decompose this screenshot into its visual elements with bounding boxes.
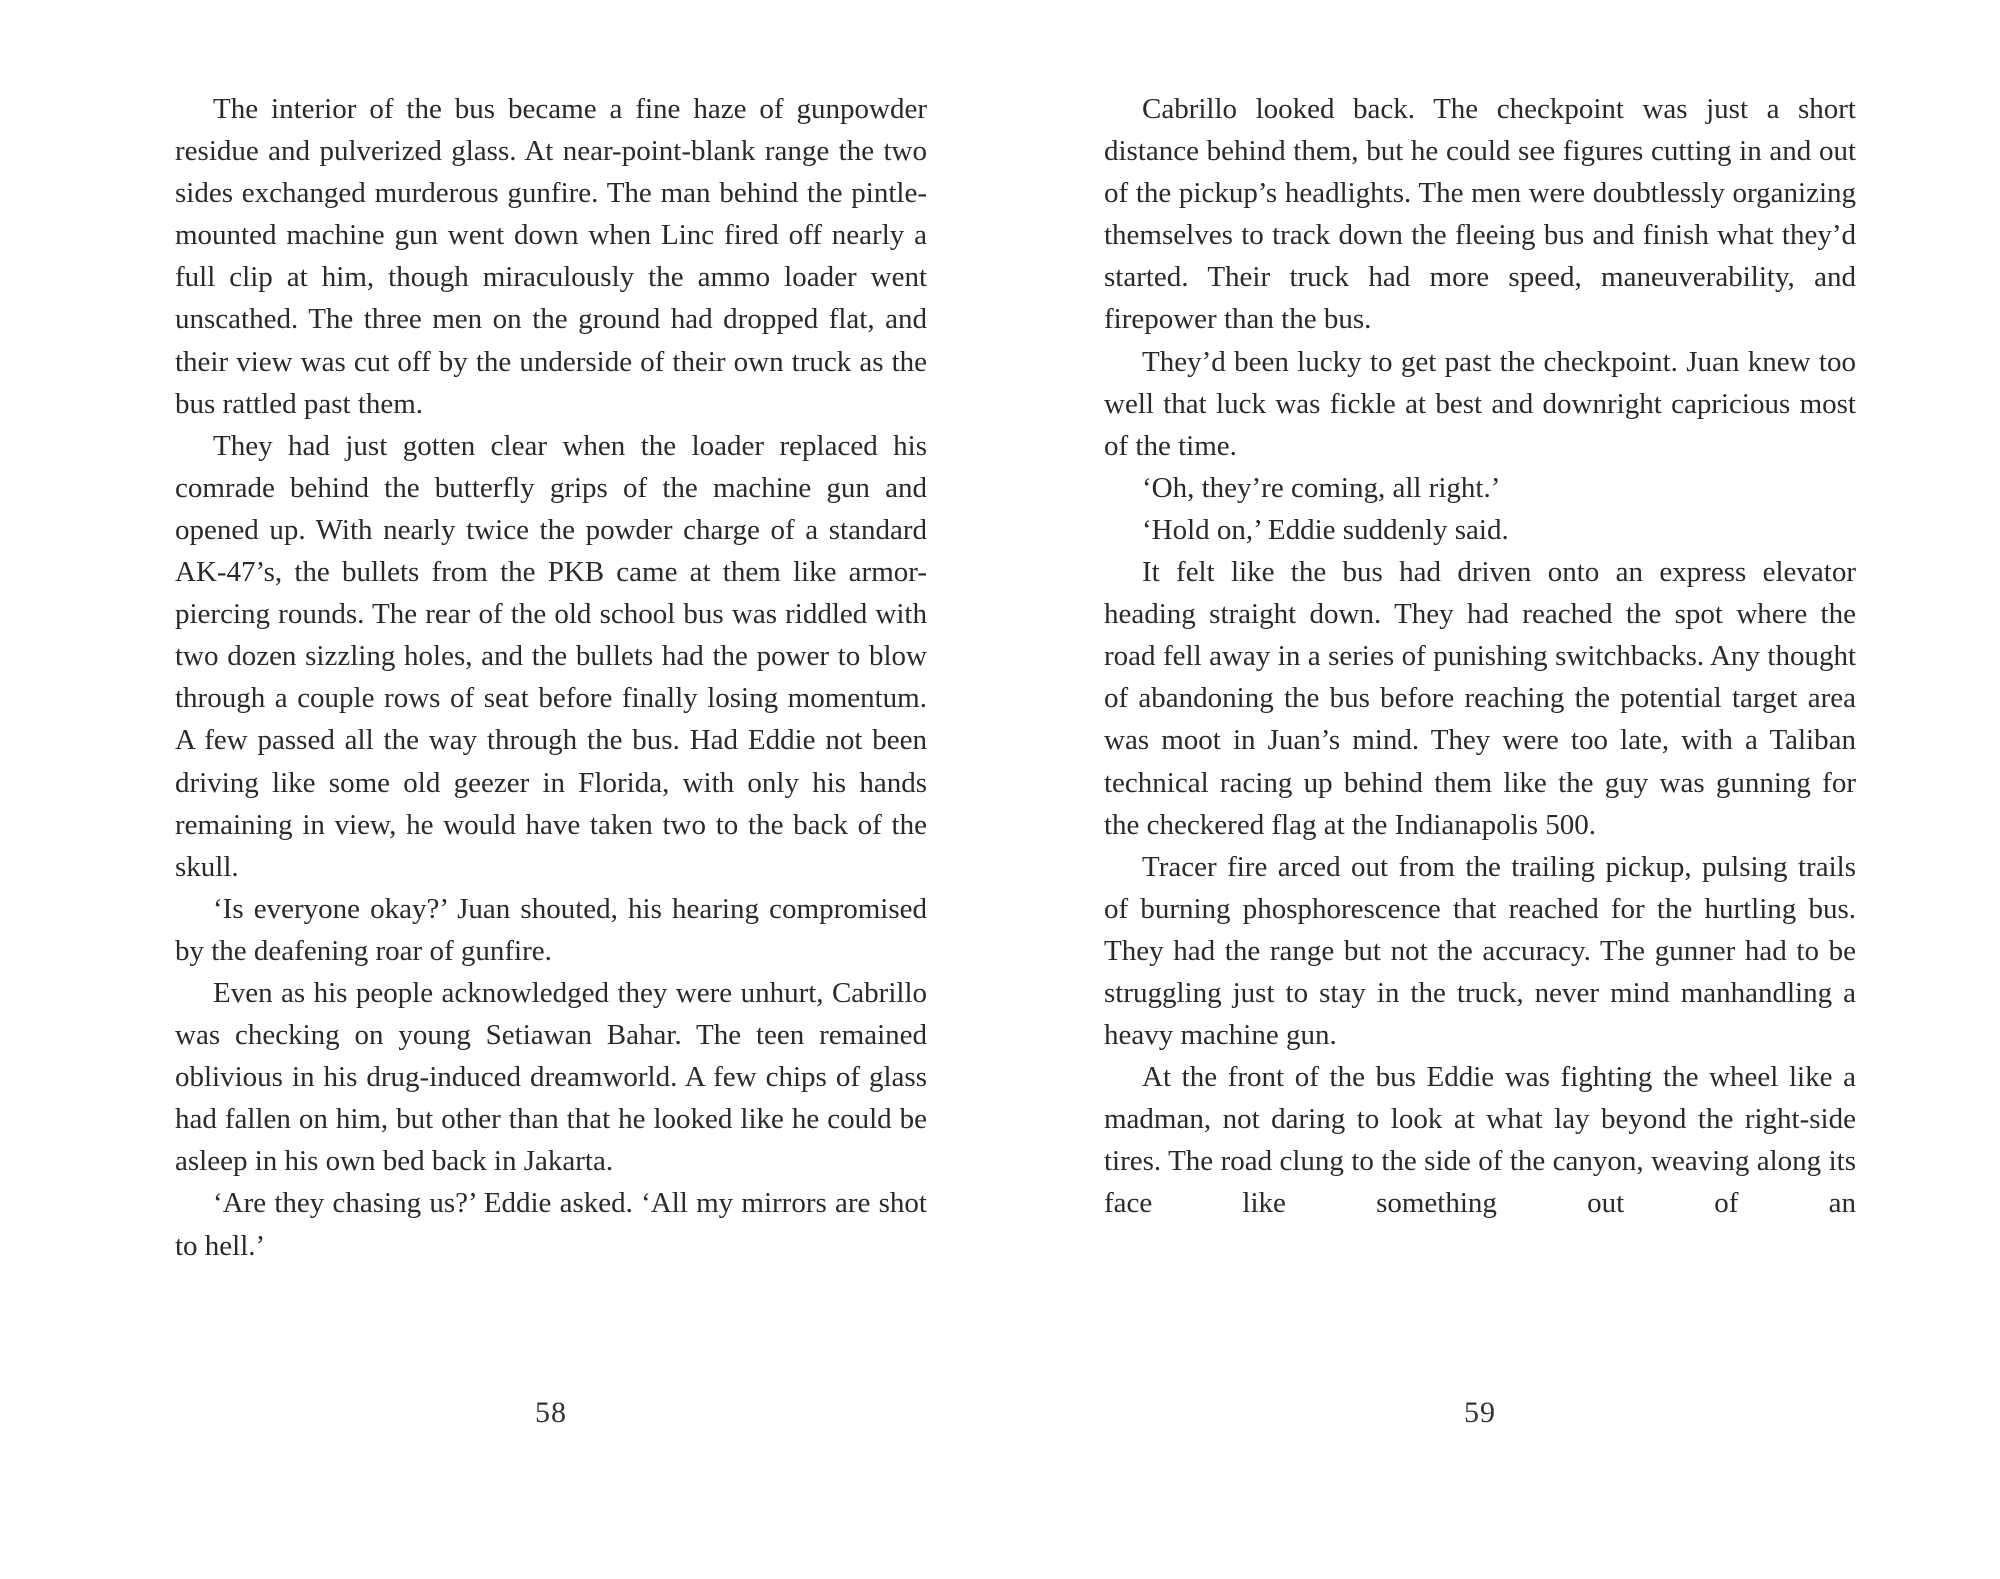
paragraph: It felt like the bus had driven onto an express elevator heading straight down. They had reached the spot where the road fell away in a series of punishing switchbacks. Any thought of abandoning the bus before reaching the potential target area was moot in Juan’s mind. They were too late, with a Taliban technical racing up behind them like the guy was gunning for the checkered flag at the Indianapolis 500. <box>1104 556 1856 841</box>
page-number-right: 59 <box>1464 1396 1496 1429</box>
paragraph: ‘Are they chasing us?’ Eddie asked. ‘All my mirrors are shot to hell.’ <box>175 1187 927 1262</box>
paragraph: At the front of the bus Eddie was fighting the wheel like a madman, not daring to look at what lay beyond the right-side tires. The road clung to the side of the canyon, weaving along its face like something out of an <box>1104 1061 1856 1220</box>
paragraph: ‘Oh, they’re coming, all right.’ <box>1142 471 1501 504</box>
paragraph: Cabrillo looked back. The checkpoint was just a short distance behind them, but he could see figures cutting in and out of the pickup’s headlights. The men were doubtlessly organizing themselves to track down the fleeing bus and finish what they’d started. Their truck had more speed, maneuverability, and firepower than the bus. <box>1104 93 1856 336</box>
paragraph: They had just gotten clear when the loader replaced his comrade behind the butterfly grips of the machine gun and opened up. With nearly twice the powder charge of a standard AK-47’s, the bullets from the PKB came at them like armor-piercing rounds. The rear of the old school bus was riddled with two dozen sizzling holes, and the bullets had the power to blow through a couple rows of seat before finally losing momentum. A few passed all the way through the bus. Had Eddie not been driving like some old geezer in Florida, with only his hands remaining in view, he would have taken two to the back of the skull. <box>175 429 927 883</box>
paragraph: Even as his people acknowledged they were unhurt, Cabrillo was checking on young Setiawan Bahar. The teen remained oblivious in his drug-induced dreamworld. A few chips of glass had fallen on him, but other than that he looked like he could be asleep in his own bed back in Jakarta. <box>175 976 927 1178</box>
right-page <box>1104 88 1856 1225</box>
left-page <box>175 88 927 1267</box>
paragraph: ‘Hold on,’ Eddie suddenly said. <box>1142 513 1509 546</box>
paragraph: ‘Is everyone okay?’ Juan shouted, his hearing compromised by the deafening roar of gunfire. <box>175 892 927 967</box>
paragraph: They’d been lucky to get past the checkpoint. Juan knew too well that luck was fickle at best and downright capricious most of the time. <box>1104 345 1856 462</box>
paragraph: The interior of the bus became a fine haze of gunpowder residue and pulverized glass. At near-point-blank range the two sides exchanged murderous gunfire. The man behind the pintle-mounted machine gun went down when Linc fired off nearly a full clip at him, though miraculously the ammo loader went unscathed. The three men on the ground had dropped flat, and their view was cut off by the underside of their own truck as the bus rattled past them. <box>175 93 927 420</box>
paragraph: Tracer fire arced out from the trailing pickup, pulsing trails of burning phosphorescence that reached for the hurtling bus. They had the range but not the accuracy. The gunner had to be struggling just to stay in the truck, never mind manhandling a heavy machine gun. <box>1104 850 1856 1052</box>
page-number-left: 58 <box>535 1396 567 1429</box>
